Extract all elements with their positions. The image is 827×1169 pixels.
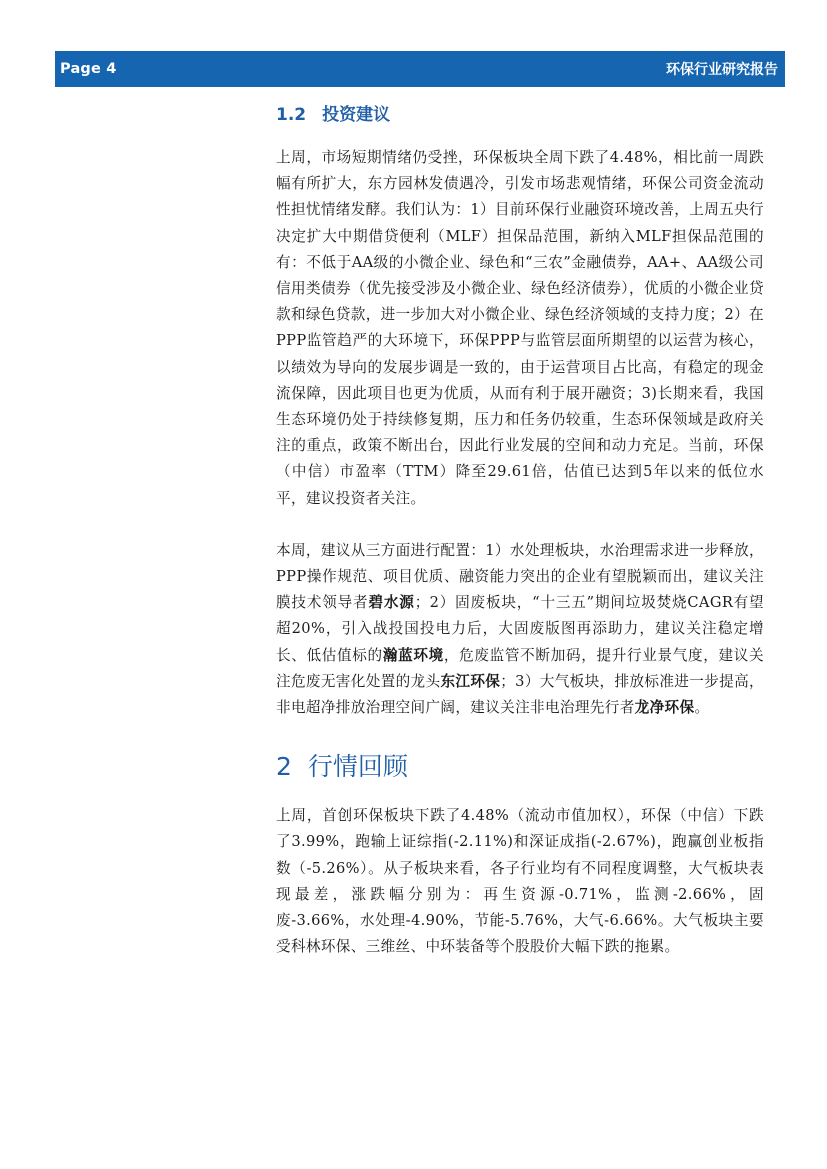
investment-advice-paragraph-1: 上周，市场短期情绪仍受挫，环保板块全周下跌了4.48%，相比前一周跌幅有所扩大，东方园林发债遇冷，引发市场悲观情绪，环保公司资金流动性担忧情绪发酵。我们认为：1）目前环保行业融资环境改善，上周五央行决定扩大中期借贷便利（MLF）担保品范围，新纳入MLF担保品范围的有：不低于AA级的小微企业、绿色和“三农”金融债券，AA+、AA级公司信用类债券（优先接受涉及小微企业、绿色经济债券），优质的小微企业贷款和绿色贷款，进一步加大对小微企业、绿色经济领域的支持力度；2）在PPP监管趋严的大环境下，环保PPP与监管层面所期望的以运营为核心，以绩效为导向的发展步调是一致的，由于运营项目占比高，有稳定的现金流保障，因此项目也更为优质，从而有利于展开融资；3)长期来看，我国生态环境仍处于持续修复期，压力和任务仍较重，生态环保领域是政府关注的重点，政策不断出台，因此行业发展的空间和动力充足。当前，环保（中信）市盈率（TTM）降至29.61倍，估值已达到5年以来的低位水平，建议投资者关注。	[276, 149, 764, 507]
paragraph-segment: ；2）固废板块，“十三五”期间垃圾焚烧CAGR有望超20%，引入战投国投电力后，大固废版图再添助力，建议关注稳定增长、低估值标的	[276, 594, 764, 664]
paragraph-segment: 本周，建议从三方面进行配置：1）水处理板块，水治理需求进一步释放，PPP操作规范、项目优质、融资能力突出的企业有望脱颖而出，建议关注膜技术领导者	[276, 541, 764, 612]
company-name-dongjiang: 东江环保	[440, 672, 501, 690]
page-header-bar	[55, 51, 785, 87]
section-title: 行情回顾	[307, 752, 408, 782]
paragraph-segment: ；3）大气板块，排放标准进一步提高，非电超净排放治理空间广阔，建议关注非电治理先行者	[276, 672, 764, 717]
company-name-hanlan: 瀚蓝环境	[382, 646, 444, 664]
section-number: 1.2	[276, 105, 307, 125]
section-heading-investment-advice	[276, 101, 764, 129]
investment-advice-paragraph-2	[276, 538, 764, 721]
company-name-longjing: 龙净环保	[634, 699, 695, 717]
page-number-label: Page 4	[60, 61, 117, 77]
section-number: 2	[276, 752, 292, 782]
section-title: 投资建议	[322, 105, 391, 125]
report-title: 环保行业研究报告	[666, 62, 778, 78]
company-name-bishuiyuan: 碧水源	[368, 594, 415, 612]
paragraph-segment: 。	[694, 699, 710, 717]
section-heading-market-review	[276, 748, 764, 786]
main-content	[276, 101, 764, 960]
paragraph-segment: ，危废监管不断加码，提升行业景气度，建议关注危废无害化处置的龙头	[276, 646, 765, 690]
section-market-review	[276, 748, 764, 960]
market-review-paragraph: 上周，首创环保板块下跌了4.48%（流动市值加权），环保（中信）下跌了3.99%，跑输上证综指(-2.11%)和深证成指(-2.67%)，跑赢创业板指数（-5.26%）。从子板块来看，各子行业均有不同程度调整，大气板块表现最差，涨跌幅分别为：再生资源-0.71%，监测-2.66%，固废-3.66%，水处理-4.90%，节能-5.76%，大气-6.66%。大气板块主要受科林环保、三维丝、中环装备等个股股价大幅下跌的拖累。	[276, 807, 764, 956]
